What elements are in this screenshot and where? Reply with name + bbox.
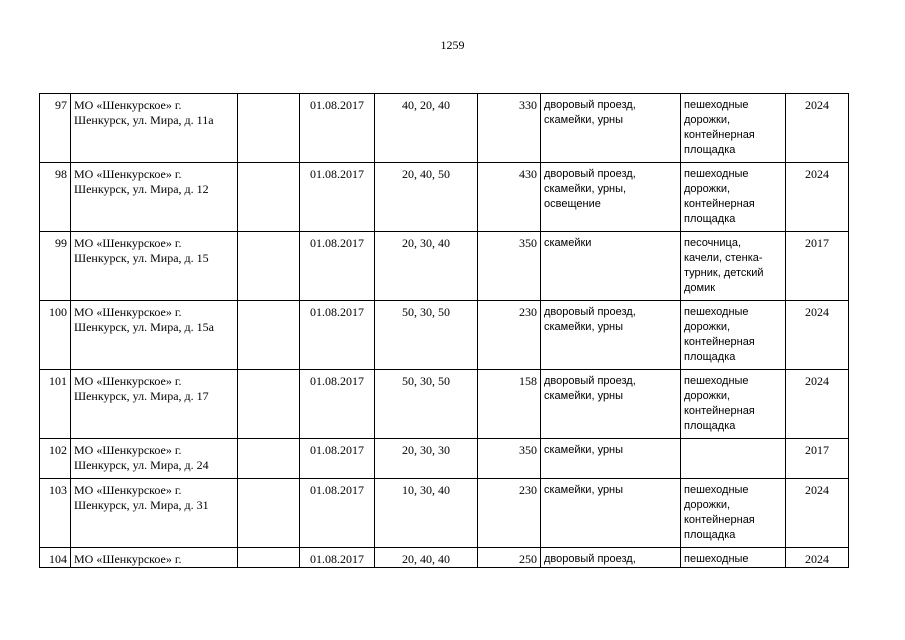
additional-works-cell: пешеходные дорожки, контейнерная площадка (681, 370, 786, 439)
row-number-cell: 101 (40, 370, 71, 439)
table-row (40, 163, 849, 232)
dimensions-cell: 20, 40, 40 (375, 548, 478, 568)
row-number-cell: 100 (40, 301, 71, 370)
address-cell (71, 548, 238, 568)
row-number-cell: 98 (40, 163, 71, 232)
address-line-2: Шенкурск, ул. Мира, д. 31 (74, 498, 209, 512)
address-line-1: МО «Шенкурское» г. (74, 305, 182, 319)
date-cell: 01.08.2017 (300, 370, 375, 439)
additional-works-cell: пешеходные дорожки, контейнерная площадка (681, 94, 786, 163)
area-cell: 158 (478, 370, 541, 439)
address-line-2: Шенкурск, ул. Мира, д. 24 (74, 458, 209, 472)
blank-cell (238, 479, 300, 548)
blank-cell (238, 163, 300, 232)
address-line-1: МО «Шенкурское» г. (74, 167, 182, 181)
registry-table (39, 93, 849, 568)
row-number-cell: 104 (40, 548, 71, 568)
row-number-cell: 97 (40, 94, 71, 163)
additional-works-cell: пешеходные (681, 548, 786, 568)
works-cell: дворовый проезд, скамейки, урны (541, 301, 681, 370)
address-line-1: МО «Шенкурское» г. (74, 236, 182, 250)
year-cell: 2024 (786, 301, 849, 370)
blank-cell (238, 548, 300, 568)
dimensions-cell: 20, 40, 50 (375, 163, 478, 232)
table-row (40, 479, 849, 548)
table-row (40, 548, 849, 568)
table-row (40, 370, 849, 439)
area-cell: 230 (478, 479, 541, 548)
address-cell (71, 94, 238, 163)
address-line-2: Шенкурск, ул. Мира, д. 15а (74, 320, 214, 334)
additional-works-cell: пешеходные дорожки, контейнерная площадка (681, 479, 786, 548)
year-cell: 2024 (786, 370, 849, 439)
blank-cell (238, 370, 300, 439)
dimensions-cell: 10, 30, 40 (375, 479, 478, 548)
date-cell: 01.08.2017 (300, 163, 375, 232)
address-line-1: МО «Шенкурское» г. (74, 443, 182, 457)
page-number: 1259 (440, 38, 465, 52)
blank-cell (238, 439, 300, 479)
date-cell: 01.08.2017 (300, 548, 375, 568)
area-cell: 330 (478, 94, 541, 163)
row-number-cell: 103 (40, 479, 71, 548)
additional-works-cell (681, 439, 786, 479)
works-cell: дворовый проезд, (541, 548, 681, 568)
works-cell: скамейки, урны (541, 439, 681, 479)
address-cell (71, 439, 238, 479)
blank-cell (238, 232, 300, 301)
table-row (40, 301, 849, 370)
address-line-2: Шенкурск, ул. Мира, д. 15 (74, 251, 209, 265)
address-cell (71, 301, 238, 370)
blank-cell (238, 94, 300, 163)
works-cell: дворовый проезд, скамейки, урны (541, 94, 681, 163)
row-number-cell: 102 (40, 439, 71, 479)
year-cell: 2024 (786, 548, 849, 568)
table-row (40, 94, 849, 163)
area-cell: 430 (478, 163, 541, 232)
table-row (40, 439, 849, 479)
additional-works-cell: песочница, качели, стенка-турник, детский домик (681, 232, 786, 301)
address-line-1: МО «Шенкурское» г. (74, 483, 182, 497)
year-cell: 2017 (786, 232, 849, 301)
address-cell (71, 232, 238, 301)
works-cell: дворовый проезд, скамейки, урны (541, 370, 681, 439)
additional-works-cell: пешеходные дорожки, контейнерная площадка (681, 163, 786, 232)
address-cell (71, 163, 238, 232)
address-line-1: МО «Шенкурское» г. (74, 374, 182, 388)
year-cell: 2017 (786, 439, 849, 479)
dimensions-cell: 20, 30, 40 (375, 232, 478, 301)
additional-works-cell: пешеходные дорожки, контейнерная площадка (681, 301, 786, 370)
date-cell: 01.08.2017 (300, 94, 375, 163)
table-row (40, 232, 849, 301)
address-line-1: МО «Шенкурское» г. (74, 552, 182, 566)
area-cell: 230 (478, 301, 541, 370)
row-number-cell: 99 (40, 232, 71, 301)
date-cell: 01.08.2017 (300, 301, 375, 370)
year-cell: 2024 (786, 479, 849, 548)
dimensions-cell: 40, 20, 40 (375, 94, 478, 163)
address-line-2: Шенкурск, ул. Мира, д. 12 (74, 182, 209, 196)
address-line-2: Шенкурск, ул. Мира, д. 11а (74, 113, 214, 127)
area-cell: 250 (478, 548, 541, 568)
blank-cell (238, 301, 300, 370)
works-cell: скамейки, урны (541, 479, 681, 548)
address-line-1: МО «Шенкурское» г. (74, 98, 182, 112)
area-cell: 350 (478, 232, 541, 301)
year-cell: 2024 (786, 94, 849, 163)
year-cell: 2024 (786, 163, 849, 232)
date-cell: 01.08.2017 (300, 479, 375, 548)
works-cell: дворовый проезд, скамейки, урны, освещение (541, 163, 681, 232)
address-line-2: Шенкурск, ул. Мира, д. 17 (74, 389, 209, 403)
area-cell: 350 (478, 439, 541, 479)
address-cell (71, 479, 238, 548)
dimensions-cell: 50, 30, 50 (375, 370, 478, 439)
dimensions-cell: 50, 30, 50 (375, 301, 478, 370)
date-cell: 01.08.2017 (300, 232, 375, 301)
dimensions-cell: 20, 30, 30 (375, 439, 478, 479)
works-cell: скамейки (541, 232, 681, 301)
address-cell (71, 370, 238, 439)
date-cell: 01.08.2017 (300, 439, 375, 479)
